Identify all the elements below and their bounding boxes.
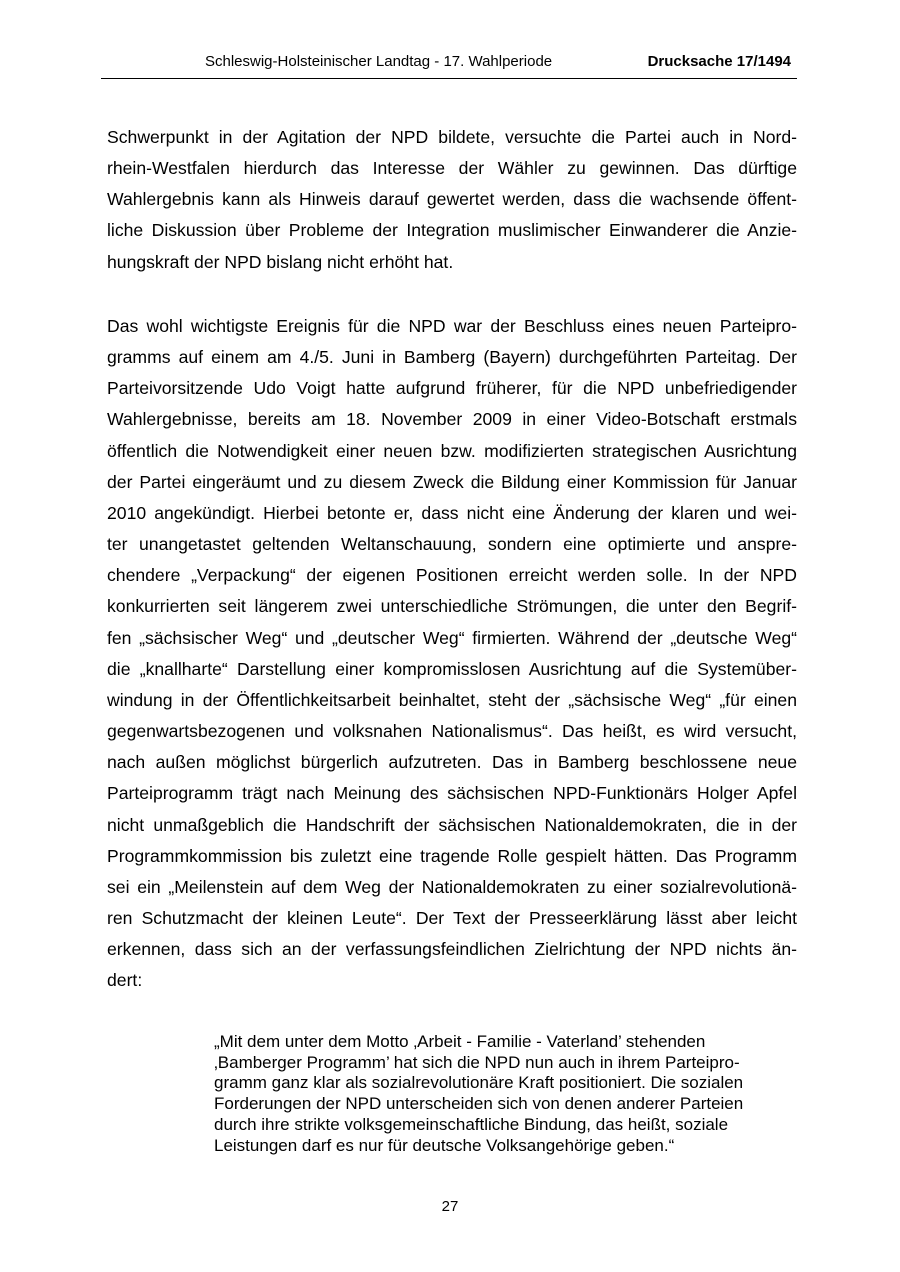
text-line: Wahlergebnisse, bereits am 18. November 2009 in einer Video-Botschaft erstmals [107, 409, 797, 430]
text-line: Parteiprogramm trägt nach Meinung des sächsischen NPD-Funktionärs Holger Apfel [107, 783, 797, 804]
text-line: rhein-Westfalen hierdurch das Interesse der Wähler zu gewinnen. Das dürftige [107, 158, 797, 179]
page-number: 27 [441, 1198, 459, 1215]
text-line: gegenwartsbezogenen und volksnahen Nationalismus“. Das heißt, es wird versucht, [107, 721, 797, 742]
text-line: erkennen, dass sich an der verfassungsfeindlichen Zielrichtung der NPD nichts än- [107, 939, 797, 960]
quote-line: gramm ganz klar als sozialrevolutionäre Kraft positioniert. Die sozialen [214, 1073, 744, 1093]
header-doc-number: Drucksache 17/1494 [647, 53, 791, 70]
text-line: Wahlergebnis kann als Hinweis darauf gewertet werden, dass die wachsende öffent- [107, 189, 797, 210]
text-line: Parteivorsitzende Udo Voigt hatte aufgrund früherer, für die NPD unbefriedigender [107, 378, 797, 399]
text-line: dert: [107, 970, 143, 991]
text-line: Das wohl wichtigste Ereignis für die NPD war der Beschluss eines neuen Parteipro- [107, 316, 797, 336]
text-line: hungskraft der NPD bislang nicht erhöht hat. [107, 251, 454, 272]
text-line: ter unangetastet geltenden Weltanschauung, sondern eine optimierte und anspre- [107, 534, 797, 555]
text-line: nach außen möglichst bürgerlich aufzutreten. Das in Bamberg beschlossene neue [107, 752, 797, 773]
header-title: Schleswig-Holsteinischer Landtag - 17. Wahlperiode [205, 53, 553, 70]
quote-line: Forderungen der NPD unterscheiden sich von denen anderer Parteien [214, 1094, 744, 1114]
text-line: sei ein „Meilenstein auf dem Weg der Nationaldemokraten zu einer sozialrevolutionä- [107, 876, 797, 897]
quote-line: ‚Bamberger Programm’ hat sich die NPD nun auch in ihrem Parteipro- [214, 1052, 740, 1072]
block-quote [214, 1032, 778, 1156]
text-line: konkurrierten seit längerem zwei unterschiedliche Strömungen, die unter den Begrif- [107, 596, 797, 617]
text-line: Programmkommission bis zuletzt eine tragende Rolle gespielt hätten. Das Programm [107, 845, 797, 866]
text-line: windung in der Öffentlichkeitsarbeit beinhaltet, steht der „sächsische Weg“ „für einen [107, 689, 797, 710]
text-line: der Partei eingeräumt und zu diesem Zweck die Bildung einer Kommission für Januar [107, 471, 797, 492]
text-line: liche Diskussion über Probleme der Integration muslimischer Einwanderer die Anzie- [107, 220, 797, 241]
text-line: fen „sächsischer Weg“ und „deutscher Weg“ firmierten. Während der „deutsche Weg“ [107, 627, 797, 648]
text-line: ren Schutzmacht der kleinen Leute“. Der Text der Presseerklärung lässt aber leicht [107, 907, 797, 928]
text-line: öffentlich die Notwendigkeit einer neuen bzw. modifizierten strategischen Ausrichtung [107, 440, 797, 461]
text-line: nicht unmaßgeblich die Handschrift der sächsischen Nationaldemokraten, die in der [107, 814, 797, 835]
quote-line: Leistungen darf es nur für deutsche Volksangehörige geben.“ [214, 1135, 675, 1155]
quote-line: durch ihre strikte volksgemeinschaftliche Bindung, das heißt, soziale [214, 1114, 729, 1134]
text-line: chendere „Verpackung“ der eigenen Positionen erreicht werden solle. In der NPD [107, 565, 797, 586]
text-line: Schwerpunkt in der Agitation der NPD bildete, versuchte die Partei auch in Nord- [107, 127, 797, 147]
paragraph-2 [107, 311, 797, 996]
page-header [101, 50, 797, 79]
text-line: 2010 angekündigt. Hierbei betonte er, dass nicht eine Änderung der klaren und wei- [107, 502, 797, 523]
text-line: gramms auf einem am 4./5. Juni in Bamberg (Bayern) durchgeführten Parteitag. Der [107, 347, 797, 368]
paragraph-1 [107, 122, 797, 278]
quote-line: „Mit dem unter dem Motto ‚Arbeit - Familie - Vaterland’ stehenden [214, 1032, 706, 1051]
text-line: die „knallharte“ Darstellung einer kompromisslosen Ausrichtung auf die Systemüber- [107, 658, 797, 679]
